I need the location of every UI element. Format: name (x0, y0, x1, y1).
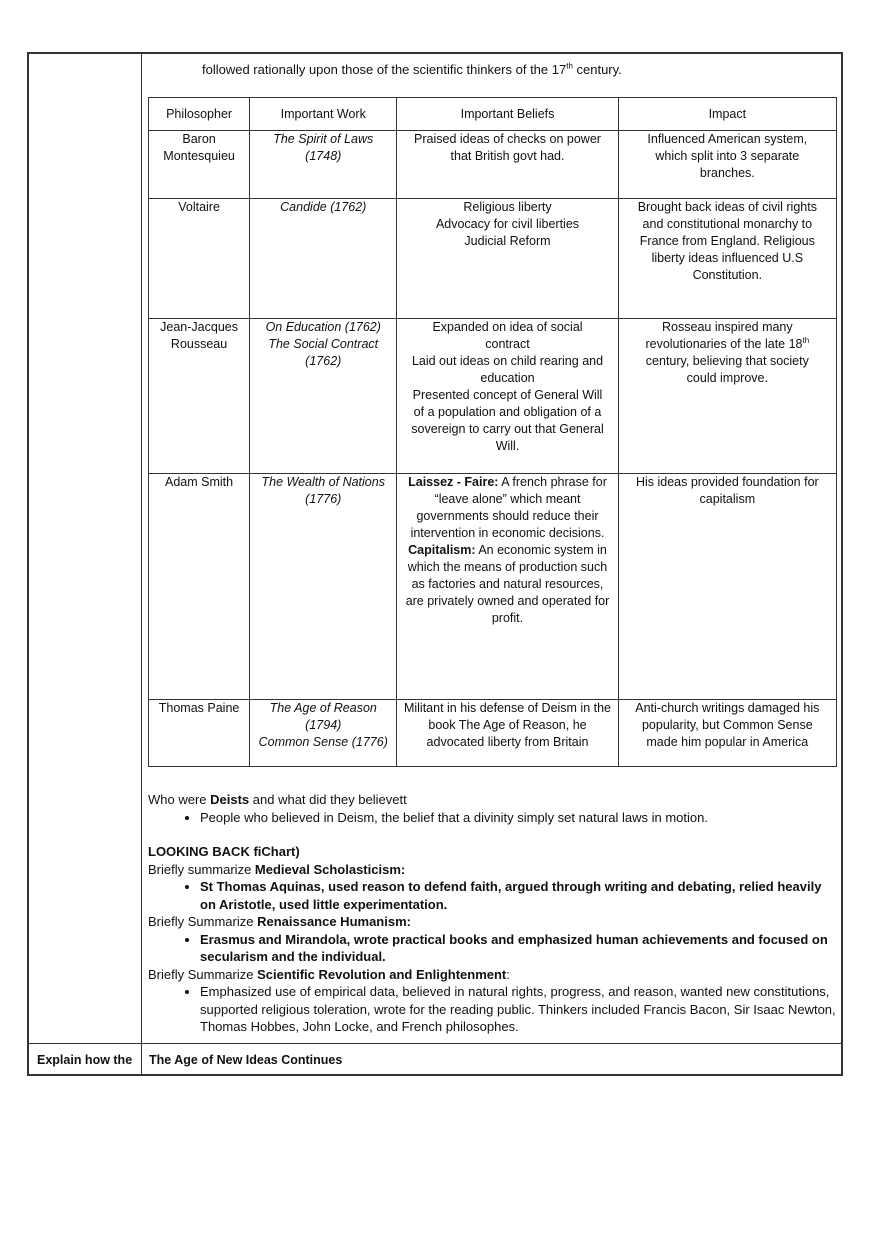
cell-work: Candide (1762) (250, 199, 397, 319)
header-philosopher: Philosopher (149, 98, 250, 131)
looking-back-heading: LOOKING BACK fiChart) (148, 844, 300, 859)
cell-philosopher: Adam Smith (149, 474, 250, 700)
cell-work: On Education (1762) The Social Contract (1762) (250, 319, 397, 474)
outer-table-frame (27, 52, 843, 1076)
table-row-thomas-paine (149, 700, 837, 767)
header-important-beliefs: Important Beliefs (397, 98, 618, 131)
medieval-question: Briefly summarize Medieval Scholasticism: (148, 861, 406, 877)
cell-impact: Anti-church writings damaged his popularity, but Common Sense made him popular in America (618, 700, 836, 767)
header-important-work: Important Work (250, 98, 397, 131)
list-item: • Emphasized use of empirical data, believed in natural rights, progress, and reason, wanted new constitutions, supported religious toleration, wrote for the reading public. Thinkers included Francis Bacon, Sir Isaac Newton, Thomas Hobbes, John Locke, and French philosophes. (200, 983, 838, 1036)
cell-beliefs: Praised ideas of checks on power that British govt had. (397, 131, 618, 199)
deists-answer-list (148, 809, 838, 827)
table-row-adam-smith (149, 474, 837, 700)
cell-beliefs: Militant in his defense of Deism in the book The Age of Reason, he advocated liberty from Britain (397, 700, 618, 767)
cell-impact: Influenced American system, which split into 3 separate branches. (618, 131, 836, 199)
cell-impact: Brought back ideas of civil rights and constitutional monarchy to France from England. Religious liberty ideas influenced U.S Constitution. (618, 199, 836, 319)
footer-right-label: The Age of New Ideas Continues (149, 1053, 343, 1067)
cell-work: The Wealth of Nations (1776) (250, 474, 397, 700)
cell-work: The Age of Reason (1794) Common Sense (1776) (250, 700, 397, 767)
scientific-answer-list (148, 983, 838, 1036)
list-item: • St Thomas Aquinas, used reason to defend faith, argued through writing and debating, relied heavily on Aristotle, used little experimentation. (200, 878, 838, 913)
cell-philosopher: Jean-Jacques Rousseau (149, 319, 250, 474)
intro-line: followed rationally upon those of the scientific thinkers of the 17th century. (202, 61, 622, 77)
cell-philosopher: Thomas Paine (149, 700, 250, 767)
cell-philosopher: Baron Montesquieu (149, 131, 250, 199)
list-item: • Erasmus and Mirandola, wrote practical books and emphasized human achievements and focused on secularism and the individual. (200, 931, 838, 966)
table-header-row (149, 98, 837, 131)
column-divider (141, 54, 142, 1074)
renaissance-answer-list (148, 931, 838, 966)
header-impact: Impact (618, 98, 836, 131)
table-row-rousseau (149, 319, 837, 474)
footer-left-label: Explain how the (37, 1053, 133, 1067)
cell-beliefs: Religious liberty Advocacy for civil liberties Judicial Reform (397, 199, 618, 319)
notes-section (148, 791, 838, 1036)
table-row-voltaire (149, 199, 837, 319)
cell-philosopher: Voltaire (149, 199, 250, 319)
medieval-answer-list (148, 878, 838, 913)
philosophers-table (148, 97, 837, 767)
row-divider (29, 1043, 841, 1044)
table-row-montesquieu (149, 131, 837, 199)
list-item: • People who believed in Deism, the belief that a divinity simply set natural laws in motion. (200, 809, 838, 827)
cell-work: The Spirit of Laws (1748) (250, 131, 397, 199)
cell-impact: His ideas provided foundation for capitalism (618, 474, 836, 700)
cell-beliefs: Expanded on idea of social contract Laid out ideas on child rearing and education Presented concept of General Will of a population and obligation of a sovereign to carry out that General Will. (397, 319, 618, 474)
cell-beliefs: Laissez - Faire: A french phrase for “leave alone” which meant governments should reduce their intervention in economic decisions. Capitalism: An economic system in which the means of production such as factories and natural resources, are privately owned and operated for profit. (397, 474, 618, 700)
deists-question: Who were Deists and what did they believett (148, 792, 407, 807)
scientific-question: Briefly Summarize Scientific Revolution and Enlightenment: (148, 966, 510, 982)
cell-impact: Rosseau inspired many revolutionaries of the late 18th century, believing that society could improve. (618, 319, 836, 474)
renaissance-question: Briefly Summarize Renaissance Humanism: (148, 914, 411, 929)
